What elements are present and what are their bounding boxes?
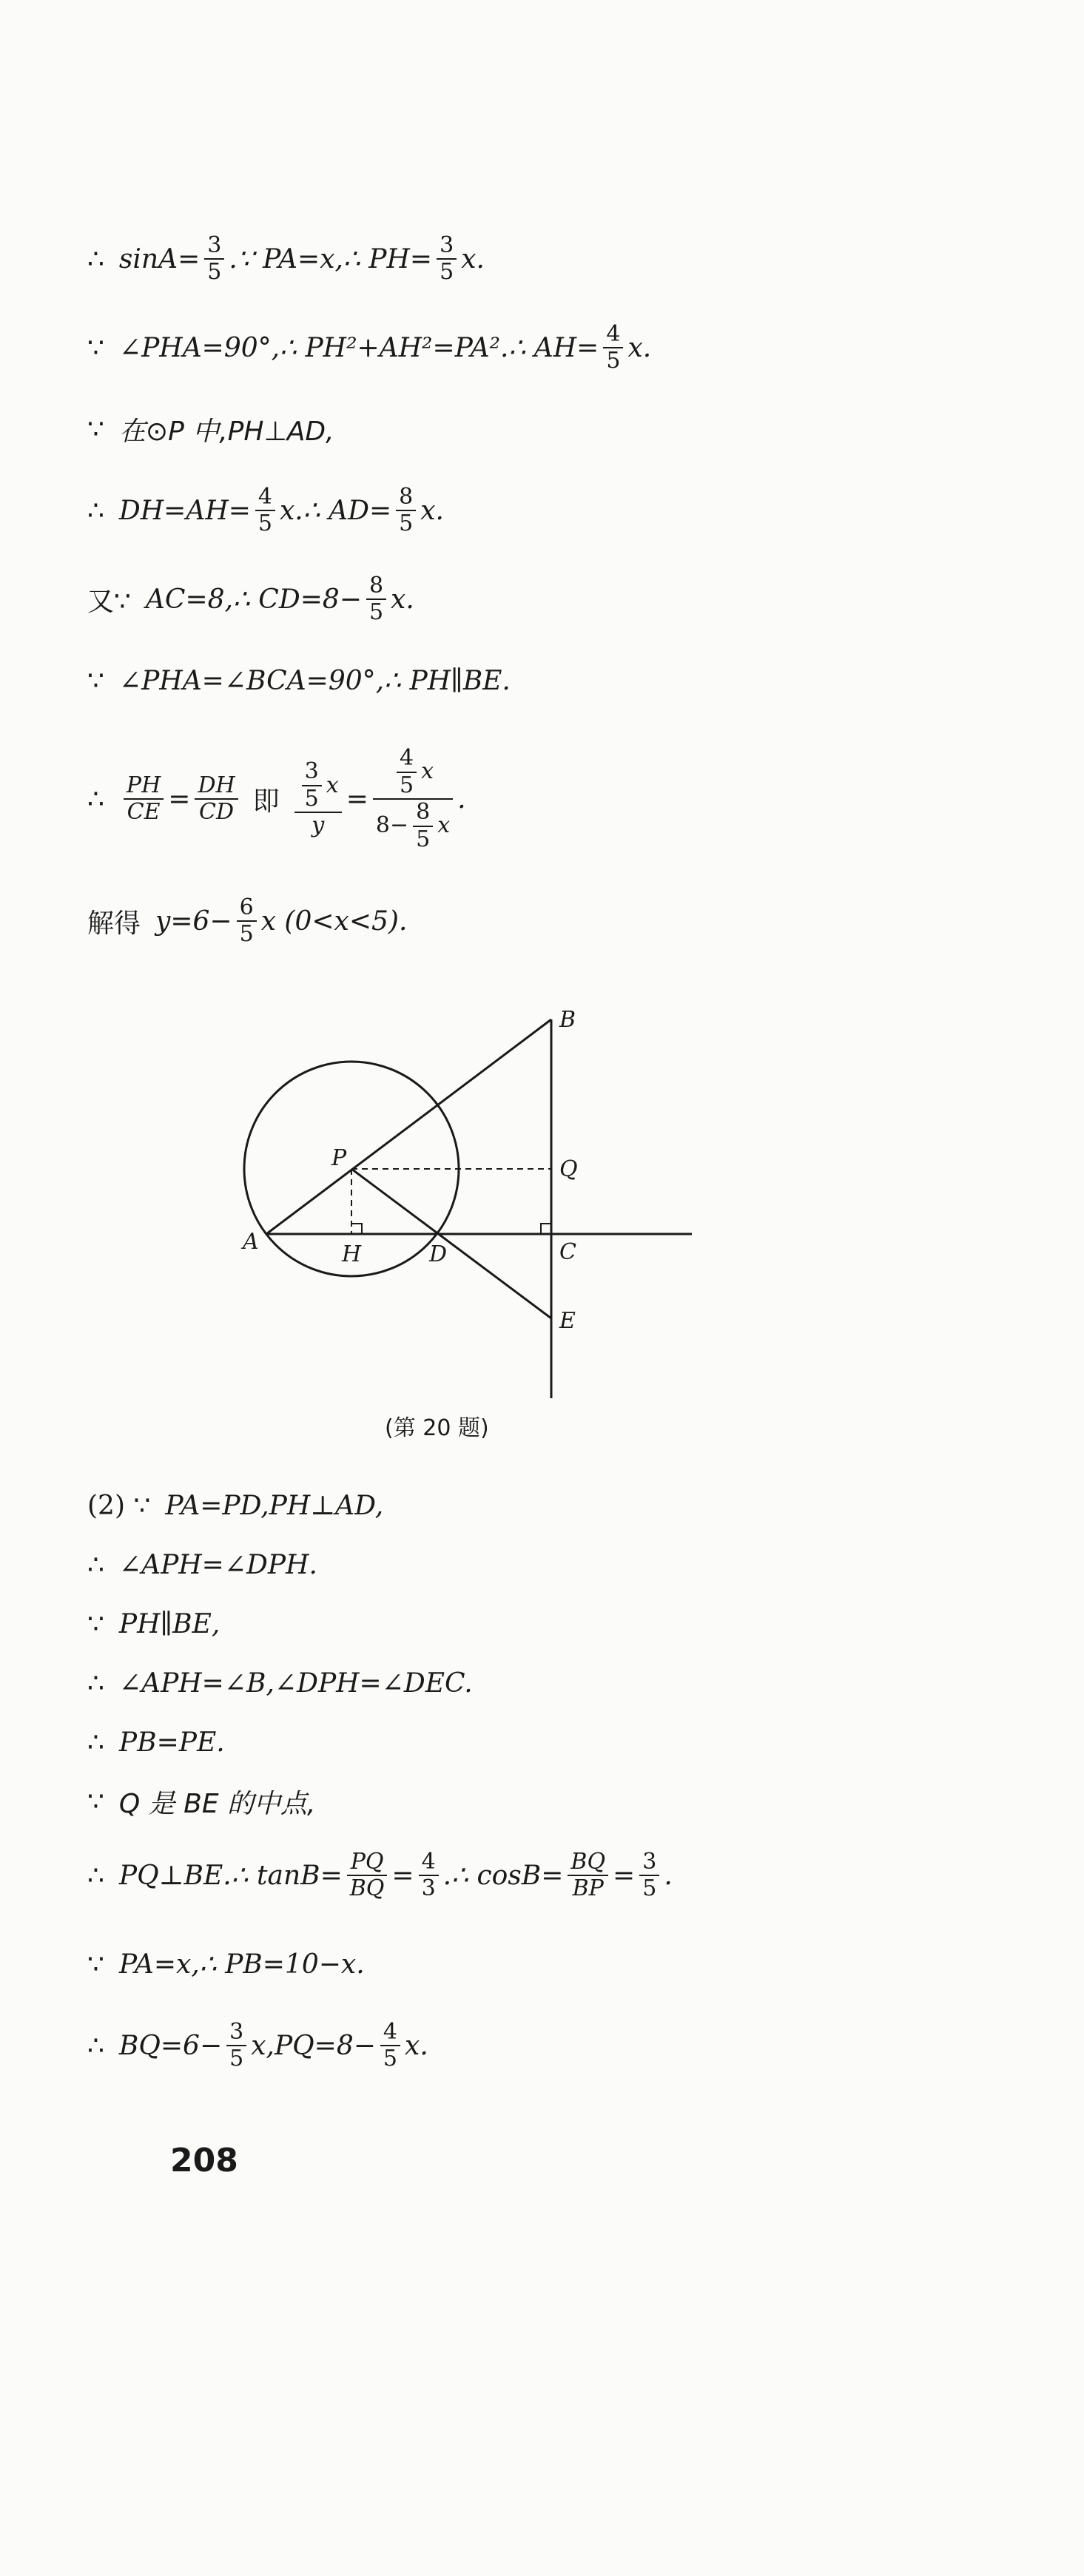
solve-label: 解得 [87,908,141,939]
fraction: $\frac{4}{5}$ [255,485,275,537]
solution-line-2: ∵ ∠PHA=90°,∴ PH²+AH²=PA².∴ AH= $\frac{4}{5}$ x. [87,320,652,374]
because-symbol: ∵ [87,332,104,363]
fraction: $\frac{PH}{CE}$ [124,773,164,826]
fraction: $\frac{4}{5}$ [380,2020,400,2072]
therefore-symbol: ∴ [87,1727,104,1758]
therefore-symbol: ∴ [87,243,104,274]
page-number: 208 [170,2142,238,2179]
solution-line-3: ∵ 在⊙P 中,PH⊥AD, [87,414,334,447]
fraction: $\frac{3}{5}$ [204,233,224,286]
solution-line-13: ∴ PB=PE. [87,1727,225,1758]
therefore-symbol: ∴ [87,2030,104,2061]
fraction: $\frac{4}{3}$ [419,1850,439,1902]
therefore-symbol: ∴ [87,495,104,526]
fraction: $\frac{3}{5}$ [437,233,457,286]
label-a: A [243,1229,259,1255]
label-b: B [559,1007,576,1033]
solution-line-17: ∴ BQ=6− $\frac{3}{5}$ x,PQ=8− $\frac{4}{5}$ x. [87,2018,428,2071]
solution-line-5: 又∵ AC=8,∴ CD=8− $\frac{8}{5}$ x. [87,572,414,625]
solution-line-1: ∴ sinA= $\frac{3}{5}$ .∵ PA=x,∴ PH= $\frac{3}{5}$ x. [87,232,485,285]
solution-line-10: ∴ ∠APH=∠DPH. [87,1549,317,1580]
solution-line-7: ∴ $\frac{PH}{CE}$ = $\frac{DH}{CD}$ 即 $\frac{3}{5}$ x y = $\frac{4}{5}$ x 8− $\frac{8}{5}$ x . [87,745,466,852]
solution-line-12: ∴ ∠APH=∠B,∠DPH=∠DEC. [87,1668,473,1699]
because-symbol: ∵ [87,1608,104,1639]
solution-line-4: ∴ DH=AH= $\frac{4}{5}$ x.∴ AD= $\frac{8}{5}$ x. [87,483,444,536]
label-h: H [342,1241,362,1267]
solution-line-8: 解得 y=6− $\frac{6}{5}$ x (0<x<5). [87,894,408,947]
right-angle-c [541,1224,551,1234]
solution-line-15: ∴ PQ⊥BE.∴ tanB= $\frac{PQ}{BQ}$ = $\frac{4}{3}$ .∴ cosB= $\frac{BQ}{BP}$ = $\frac{3}{5}$ . [87,1848,673,1901]
therefore-symbol: ∴ [87,1549,104,1580]
figure-caption: (第 20 题) [385,1415,489,1441]
fraction: $\frac{3}{5}$ [226,2020,246,2072]
fraction: $\frac{DH}{CD}$ [195,773,238,826]
also-because-symbol: 又∵ [87,586,131,617]
therefore-symbol: ∴ [87,783,104,815]
label-c: C [559,1239,576,1265]
fraction: $\frac{4}{5}$ [603,322,623,374]
label-q: Q [559,1156,578,1182]
line-pe [351,1169,551,1318]
solution-line-16: ∵ PA=x,∴ PB=10−x. [87,1949,365,1980]
solution-line-6: ∵ ∠PHA=∠BCA=90°,∴ PH∥BE. [87,665,511,696]
because-symbol: ∵ [87,665,104,696]
solution-line-14: ∵ Q 是 BE 的中点, [87,1786,316,1819]
line-ab [266,1019,551,1234]
fraction: $\frac{8}{5}$ [366,573,386,626]
therefore-symbol: ∴ [87,1860,104,1891]
complex-fraction-left: $\frac{3}{5}$ x y [294,759,342,839]
fraction: $\frac{8}{5}$ [396,485,416,537]
solution-line-11: ∵ PH∥BE, [87,1608,220,1639]
fraction: $\frac{PQ}{BQ}$ [347,1850,388,1902]
label-e: E [559,1308,576,1334]
geometry-figure [0,984,1084,1398]
solution-line-9: (2) ∵ PA=PD,PH⊥AD, [87,1490,384,1521]
fraction: $\frac{3}{5}$ [639,1850,659,1902]
complex-fraction-right: $\frac{4}{5}$ x 8− $\frac{8}{5}$ x [373,746,453,852]
label-p: P [331,1145,347,1171]
part-2-label: (2) ∵ [87,1490,151,1521]
therefore-symbol: ∴ [87,1668,104,1699]
right-angle-h [351,1224,362,1234]
fraction: $\frac{6}{5}$ [237,895,257,948]
because-symbol: ∵ [87,414,104,445]
fraction: $\frac{BQ}{BP}$ [568,1850,608,1902]
because-symbol: ∵ [87,1949,104,1980]
because-symbol: ∵ [87,1786,104,1817]
label-d: D [429,1241,448,1267]
